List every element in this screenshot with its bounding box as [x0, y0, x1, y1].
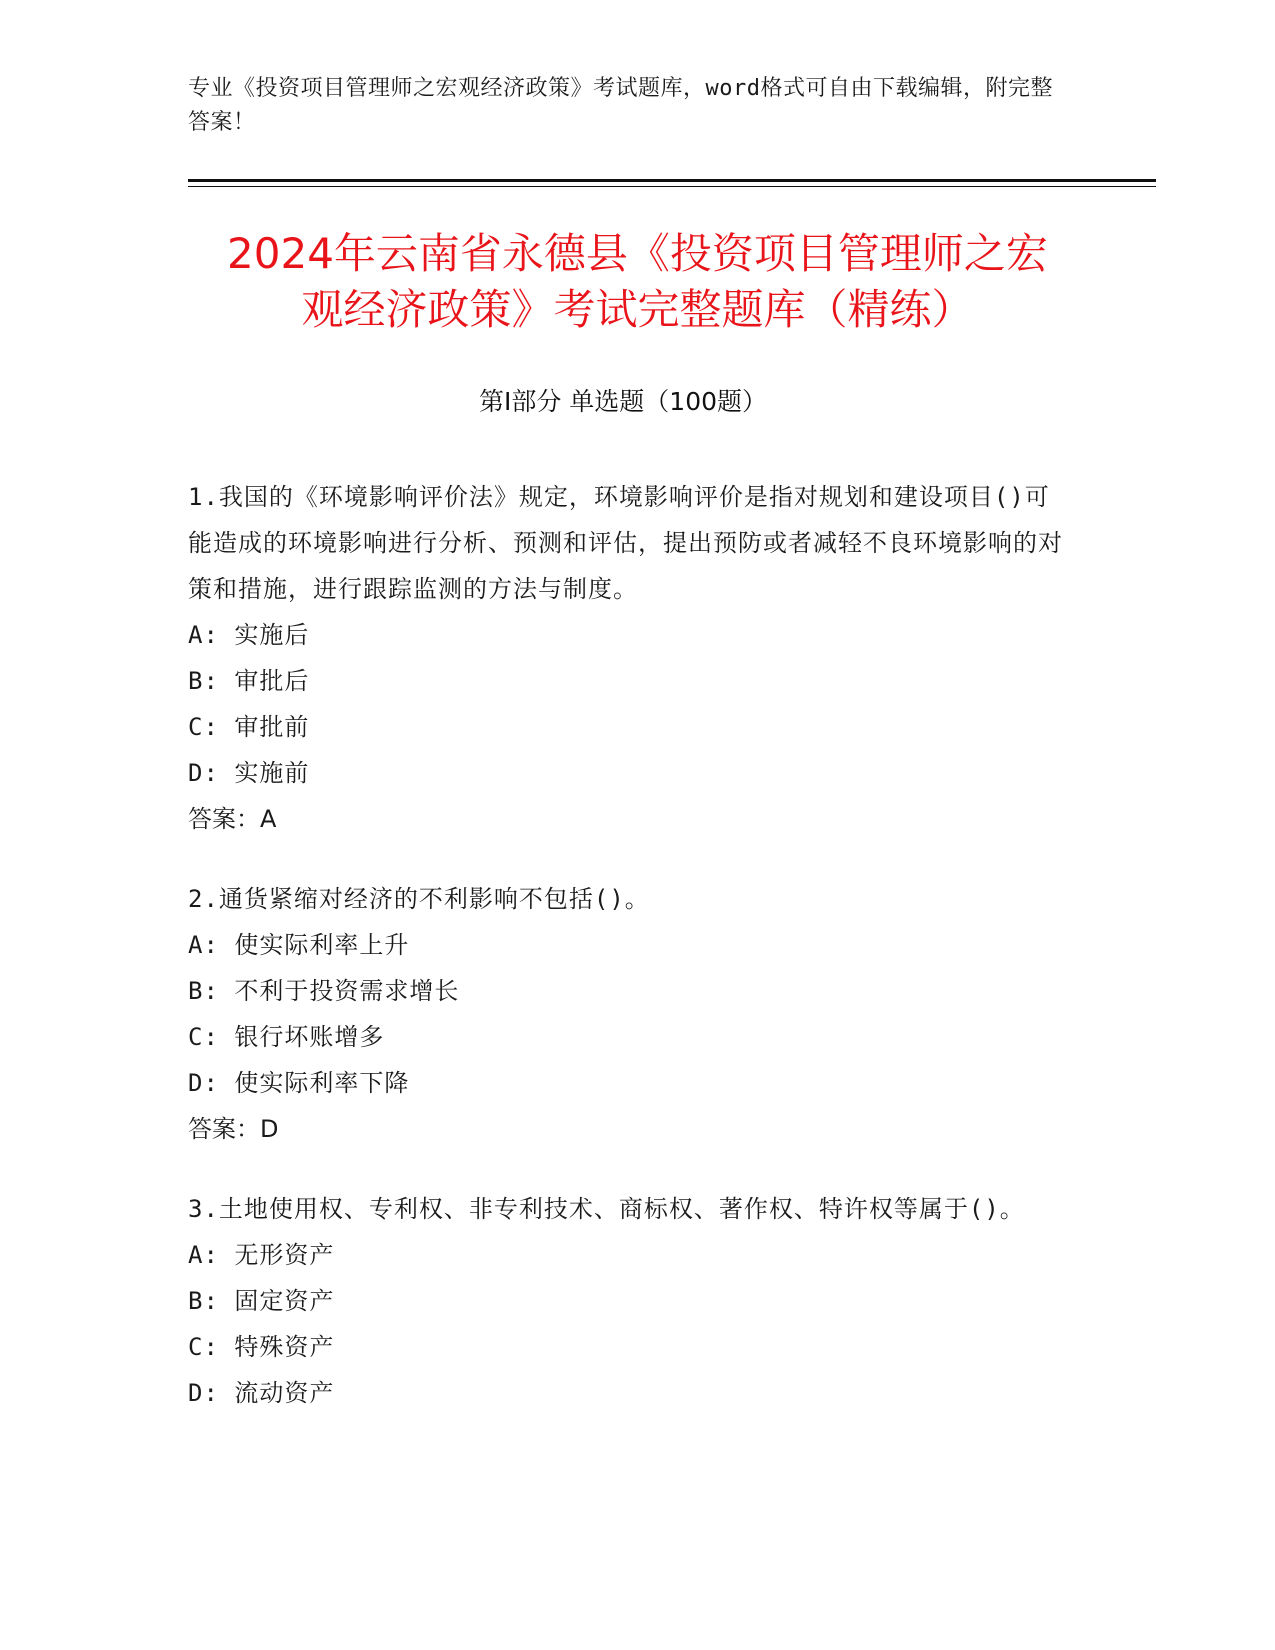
option-a: A: 实施后: [188, 621, 310, 649]
question-stem: 1.我国的《环境影响评价法》规定，环境影响评价是指对规划和建设项目()可能造成的环境影响进行分析、预测和评估，提出预防或者减轻不良环境影响的对策和措施，进行跟踪监测的方法与制度。: [188, 483, 1063, 603]
option-c: C: 银行坏账增多: [188, 1023, 385, 1051]
question-1: [188, 474, 1068, 842]
header-rule-thick: [188, 179, 1156, 182]
question-stem: 3.土地使用权、专利权、非专利技术、商标权、著作权、特许权等属于()。: [188, 1195, 1025, 1223]
header-rule-thin: [188, 186, 1156, 187]
question-2: [188, 876, 1068, 1152]
option-b: B: 固定资产: [188, 1287, 335, 1315]
document-title-line-2: 观经济政策》考试完整题库（精练）: [301, 285, 974, 334]
question-3: [188, 1186, 1068, 1416]
answer: 答案：D: [188, 1115, 279, 1143]
option-a: A: 无形资产: [188, 1241, 335, 1269]
option-a: A: 使实际利率上升: [188, 931, 410, 959]
option-d: D: 流动资产: [188, 1379, 335, 1407]
option-c: C: 特殊资产: [188, 1333, 335, 1361]
option-d: D: 使实际利率下降: [188, 1069, 410, 1097]
header-note: 专业《投资项目管理师之宏观经济政策》考试题库，word格式可自由下载编辑，附完整答案！: [188, 76, 1053, 135]
option-d: D: 实施前: [188, 759, 310, 787]
answer: 答案：A: [188, 805, 277, 833]
question-list: [188, 474, 1068, 1450]
option-b: B: 不利于投资需求增长: [188, 977, 460, 1005]
question-stem: 2.通货紧缩对经济的不利影响不包括()。: [188, 885, 650, 913]
section-title: 第I部分 单选题（100题）: [478, 387, 768, 416]
document-title: [150, 226, 1125, 338]
document-title-line-1: 2024年云南省永德县《投资项目管理师之宏: [227, 229, 1048, 278]
option-b: B: 审批后: [188, 667, 310, 695]
option-c: C: 审批前: [188, 713, 310, 741]
